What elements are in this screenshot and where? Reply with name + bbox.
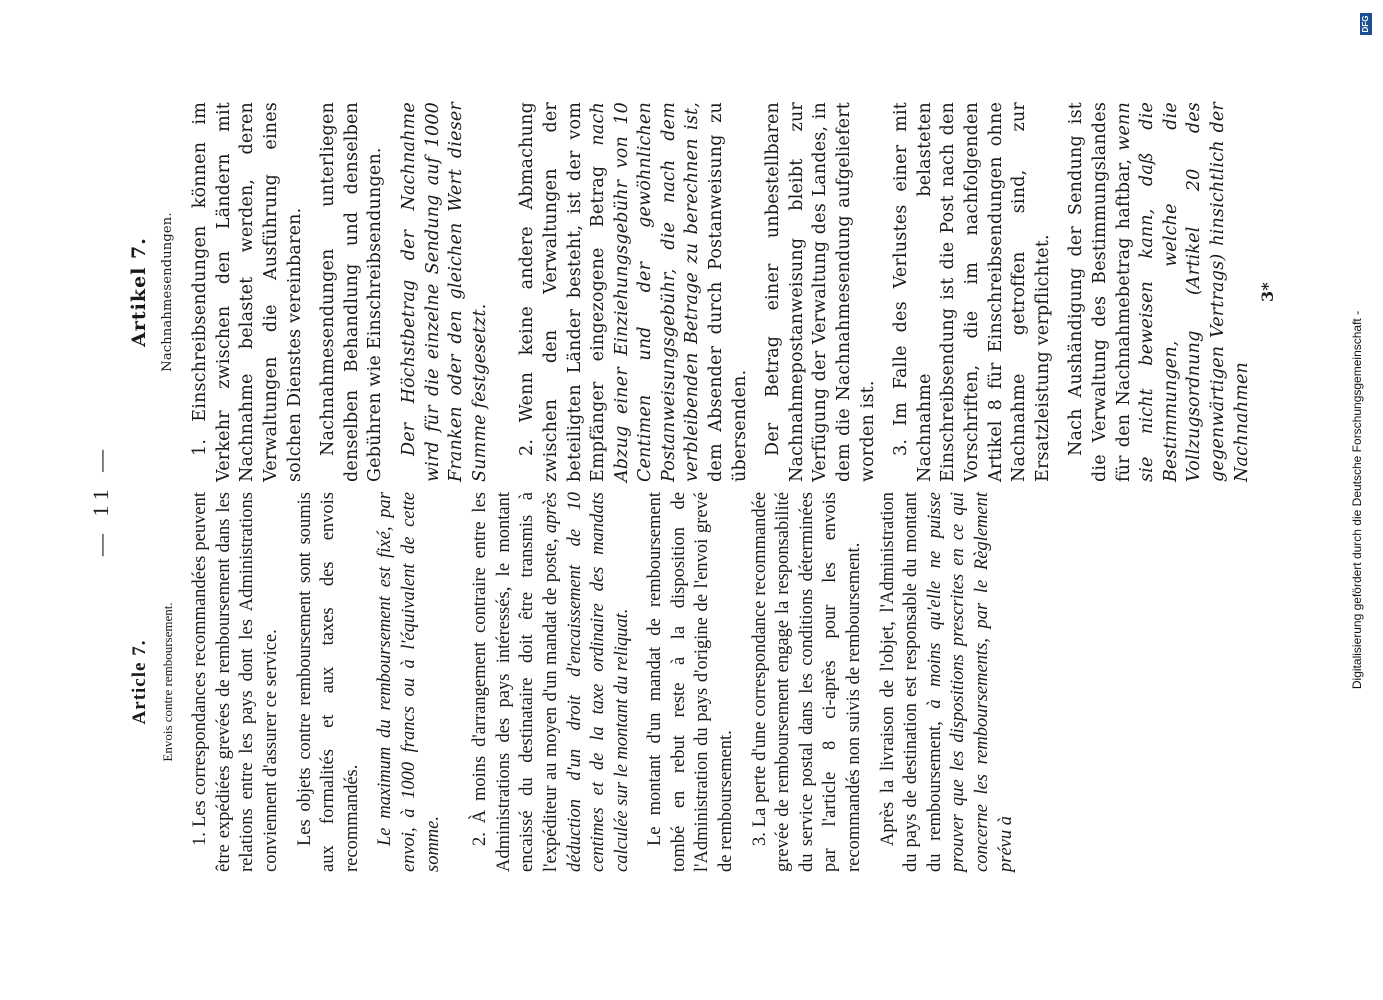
- french-paragraph-4-italic: après déduction d'un droit d'encaissement de 10 centimes et de la taxe ordinaire des mandats calculée sur le montant du reliquat.: [540, 492, 632, 872]
- french-paragraph-4: [469, 492, 634, 872]
- german-paragraph-4-end: dem Absender durch Postanweisung zu übersenden.: [706, 102, 750, 482]
- german-article-subtitle: Nachnahmesendungen.: [159, 212, 175, 372]
- french-article-subtitle: Envois contre remboursement.: [159, 602, 175, 762]
- german-column: [128, 102, 1280, 482]
- french-paragraph-1: 1. Les correspondances recommandées peuvent être expédiées grevées de remboursement dans les relations entre les pays dont les Administrations conviennent d'assurer ce service.: [190, 492, 281, 872]
- french-column: [128, 492, 1018, 872]
- french-paragraph-6: 3. La perte d'une correspondance recommandée grevée de remboursement engage la responsabilité du service postal dans les conditions déterminées par l'article 8 ci-après pour les envois recommandés non suivis de remboursement.: [749, 492, 865, 872]
- german-paragraph-2: Nachnahmesendungen unterliegen denselben Behandlung und denselben Gebühren wie Einschreibsendungen.: [318, 102, 386, 482]
- french-paragraph-3: Le maximum du remboursement est fixé, par envoi, à 1000 francs ou à l'équivalent de cette somme.: [375, 492, 443, 872]
- german-paragraph-7-italic: wenn sie nicht beweisen kann, daß die Bestimmungen, welche die Vollzugsordnung (Artikel 20 des gegenwärtigen Vertrags) hinsichtlich der Nachnahmen: [1113, 102, 1252, 482]
- german-paragraph-6: 3. Im Falle des Verlustes einer mit Nachnahme belasteten Einschreibsendung ist die Post nach den Vorschriften, die im nachfolgenden Artikel 8 für Einschreibsendungen ohne Nachnahme getroffen sind, zur Ersatzleistung verpflichtet.: [891, 102, 1053, 482]
- german-paragraph-5: Der Betrag einer unbestellbaren Nachnahmepostanweisung bleibt zur Verfügung der Verwaltung des Landes, in dem die Nachnahmesendung aufgeliefert worden ist.: [763, 102, 878, 482]
- german-paragraph-7: [1065, 102, 1254, 482]
- german-article-title: Artikel 7.: [128, 237, 150, 347]
- french-paragraph-7-text: Après la livraison de l'objet, l'Administration du pays de destination est responsable du montant du remboursement,: [877, 492, 945, 872]
- german-paragraph-7-text: Nach Aushändigung der Sendung ist die Verwaltung des Bestimmungslandes für den Nachnahmebetrag haftbar,: [1066, 102, 1134, 482]
- german-paragraph-4-text: 2. Wenn keine andere Abmachung zwischen den Verwaltungen der beteiligten Länder besteht, ist der vom Empfänger eingezogene Betrag: [517, 102, 609, 482]
- french-paragraph-2: Les objets contre remboursement sont soumis aux formalités et aux taxes des envois recommandés.: [294, 492, 362, 872]
- german-paragraph-1: 1. Einschreibsendungen können im Verkehr zwischen den Ländern mit Nachnahme belastet werden, deren Verwaltungen die Ausführung eines solchen Dienstes vereinbaren.: [190, 102, 305, 482]
- digitization-credit: Digitalisierung gefördert durch die Deutsche Forschungsgemeinschaft -: [1350, 310, 1364, 690]
- german-paragraph-4: [516, 102, 752, 482]
- german-paragraph-3: Der Höchstbetrag der Nachnahme wird für die einzelne Sendung auf 1000 Franken oder den gleichen Wert dieser Summe festgesetzt.: [398, 102, 490, 482]
- french-paragraph-4-text: 2. À moins d'arrangement contraire entre les Administrations des pays intéressés, le montant encaissé du destinataire doit être transmis à l'expéditeur au moyen d'un mandat de poste,: [470, 492, 561, 872]
- german-paragraph-4-italic: nach Abzug einer Einziehungsgebühr von 10 Centimen und der gewöhnlichen Postanweisungsgebühr, die nach dem verbleibenden Betrage zu berechnen ist,: [588, 102, 703, 482]
- page-number: — 11 —: [88, 443, 113, 557]
- signature-mark: 3*: [1258, 282, 1278, 302]
- french-paragraph-5: Le montant d'un mandat de remboursement tombé en rebut reste à la disposition de l'Administration du pays d'origine de l'envoi grevé de remboursement.: [645, 492, 737, 872]
- french-article-title: Article 7.: [129, 639, 150, 725]
- french-paragraph-7-italic: à moins qu'elle ne puisse prouver que les dispositions prescrites en ce qui concerne les remboursements, par le Règlement prévu à: [924, 492, 1016, 872]
- dfg-logo: DFG: [1360, 13, 1372, 35]
- french-paragraph-7: [877, 492, 1019, 872]
